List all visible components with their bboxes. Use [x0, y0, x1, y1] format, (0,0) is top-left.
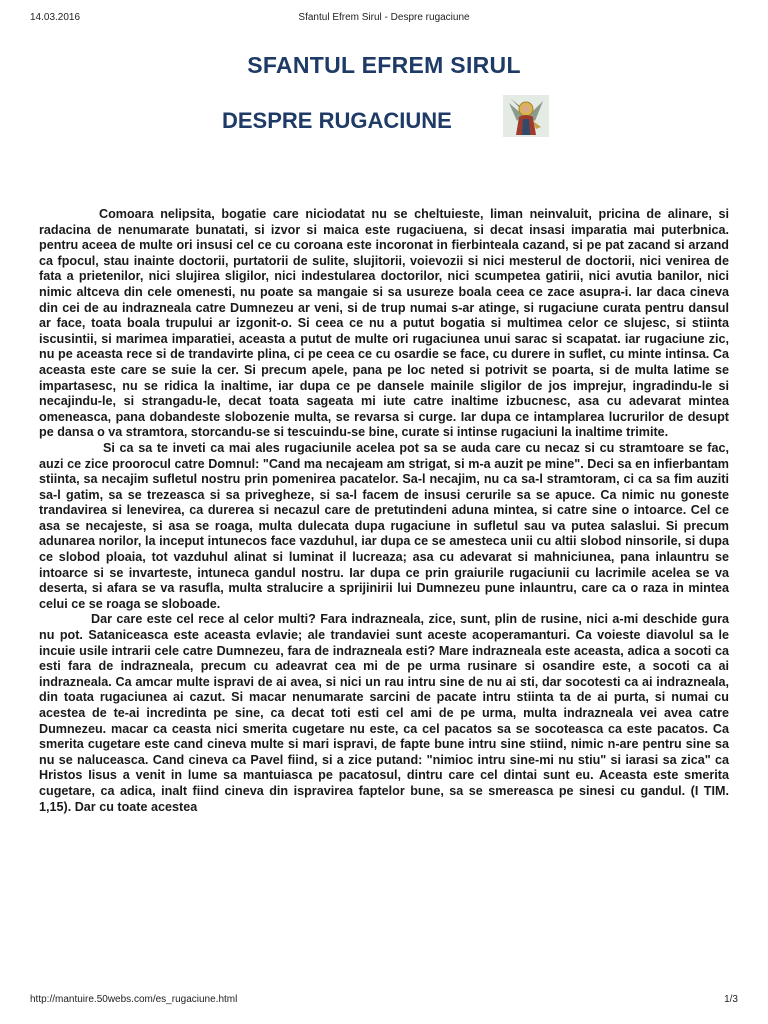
paragraph: Comoara nelipsita, bogatie care niciodatat nu se cheltuieste, liman neinvaluit, pricina de alinare, si radacina de nenumarate bunatati, si izvor si maica este rugaciuena, si decat insasi imparatia mai puterbnica. pentru aceea de multe ori insusi cel ce cu coroana este incoronat in fierbinteala cazand, si pe pat zacand si arzand ca fpocul, stau inainte doctorii, purtatorii de sulite, slujitorii, voievozii si nici mesterul de doctorii, nici venirea de fata a prietenilor, nici slujirea sligilor, nici indestularea doctorilor, nici scumpetea gatirii, nici avutia banilor, nici nimic altceva din cele omenesti, nu poate sa mangaie si sa usureze boala ceea ce zace asupra-i. Iar daca cineva din cei de au indrazneala catre Dumnezeu ar veni, si de trup numai s-ar atinge, si rugaciune curata pentru dansul ar face, toata boala trupului ar izgonit-o. Si ceea ce nu a putut bogatia si multimea celor ce slujesc, si stiinta iscusintii, si marimea imparatiei, aceasta a putut de multe ori rugaciunea unui sarac si scapatat. iar rugaciune zic, nu pe aceasta rece si de trandavirte plina, ci pe ceea ce cu osardie se face, cu durere in suflet, cu minte intinsa. Ca aceasta este care se suie la cer. Si precum apele, pana pe loc neted si potrivit se poarta, si de multa latime se impartasesc, nu se ridica la inaltime, iar dupa ce pe dansele mainile sligilor de jos imprejur, ingradindu-le si necajindu-le, si strangadu-le, decat toata sageata mi iute catre inaltime izbucnesc, asa cu adevarat mintea omeneasca, pana dobandeste slobozenie multa, se revarsa si curge. Iar dupa ce intamplarea lucrurilor de desupt pe dansa o va stramtora, storcandu-se si tescuindu-se bine, curate si intinse rugaciuni la inaltime trimite. — [39, 207, 729, 440]
paragraph: Si ca sa te inveti ca mai ales rugaciunile acelea pot sa se auda care cu necaz si cu stramtoare se fac, auzi ce zice proorocul catre Domnul: "Cand ma necajeam am strigat, si m-a auzit pe mine". Deci sa en infierbantam stiinta, sa necajim sufletul nostru prin pomenirea pacatelor. Sa-l necajim, nu ca sa-l stramtoram, ci ca sa fim auziti sa-l gatim, sa se trezeasca si sa privegheze, si sa-l facem de insusi cerurile sa se apuce. Ca nimic nu goneste trandavirea si lenevirea, ca durerea si necazul care de pretutindeni aduna mintea, si catre sine o intoarce. Cel ce asa se necajeste, si asa se roaga, multa dulecata dupa rugaciune in sufletul sau va putea salaslui. Si precum adunarea norilor, la inceput intunecos face vazduhul, iar dupa ce se amesteca unii cu altii slobod ninsorile, si dupa ce slobod ploaia, tot vazduhul alinat si luminat il lucreaza; asa cu adevarat si mahniciunea, pana inlauntru se intoarce si se invarteste, intuneca gandul nostru. Iar dupa ce prin graiurile rugaciunii cu lacrimile acelea se va deserta, si afara se va rasufla, multa stralucire a sprijinirii lui Dumnezeu pune inlauntru, care ca o raza in mintea celui ce se roaga se sloboade. — [39, 440, 729, 611]
page-number: 1/3 — [724, 994, 738, 1005]
title-block — [0, 52, 768, 79]
saint-icon — [503, 95, 549, 137]
print-footer — [30, 994, 738, 1005]
print-title: Sfantul Efrem Sirul - Despre rugaciune — [298, 12, 470, 23]
page-url[interactable]: http://mantuire.50webs.com/es_rugaciune.html — [30, 994, 238, 1005]
print-header — [30, 12, 738, 23]
paragraph: Dar care este cel rece al celor multi? Fara indrazneala, zice, sunt, plin de rusine, nici a-mi deschide gura nu pot. Sataniceasca este aceasta evlavie; ale trandaviei sunt aceste acoperamanturi. Ca voieste diavolul sa le incuie usile intrarii cele catre Dumnezeu, fara de indrazneala esti? Mare indrazneala este aceasta, adica a socoti ca esti fara de indrazneala, precum cu adeavrat cea mi de pe urma rusinare si osandire este, a socoti ca ai indrazneala. Ca amcar multe ispravi de ai avea, si nici un rau intru sine de nu ai sti, dar socotesti ca ai indrazneala, din toata rugaciunea ai cazut. Si macar nenumarate sarcini de pacate intru stiinta ta de ai purta, si numai cu acestea de te-ai incredinta pe sine, ca decat toti esti cel ami de pe urma, multa indrazneala vei avea catre Dumnezeu. macar ca ceasta nici smerita cugetare nu este, ca cel pacatos sa se socoteasca ca este pacatos. Ca smerita cugetare este cand cineva multe si mari ispravi, de fapte bune intru sine stiind, nimic n-are pentru sine sa nu se naluceasca. Cand cineva ca Pavel fiind, si a zice putand: "nimioc intru sine-mi nu stiu" si iarasi sa zica" ca Hristos Iisus a venit in lume sa mantuiasca pe pacatosul, dintru care cel dintai sunt eu. Aceasta este smerita cugetare, ca adica, inalt fiind cineva din ispravirea faptelor bune, sa se smereasca pe sinesi cu gandul. (I TIM. 1,15). Dar cu toate acestea — [39, 612, 729, 814]
document-body — [39, 207, 729, 815]
subtitle-row — [0, 95, 768, 145]
page-subtitle: DESPRE RUGACIUNE — [222, 108, 452, 133]
print-date: 14.03.2016 — [30, 12, 81, 23]
page-title: SFANTUL EFREM SIRUL — [247, 52, 521, 78]
